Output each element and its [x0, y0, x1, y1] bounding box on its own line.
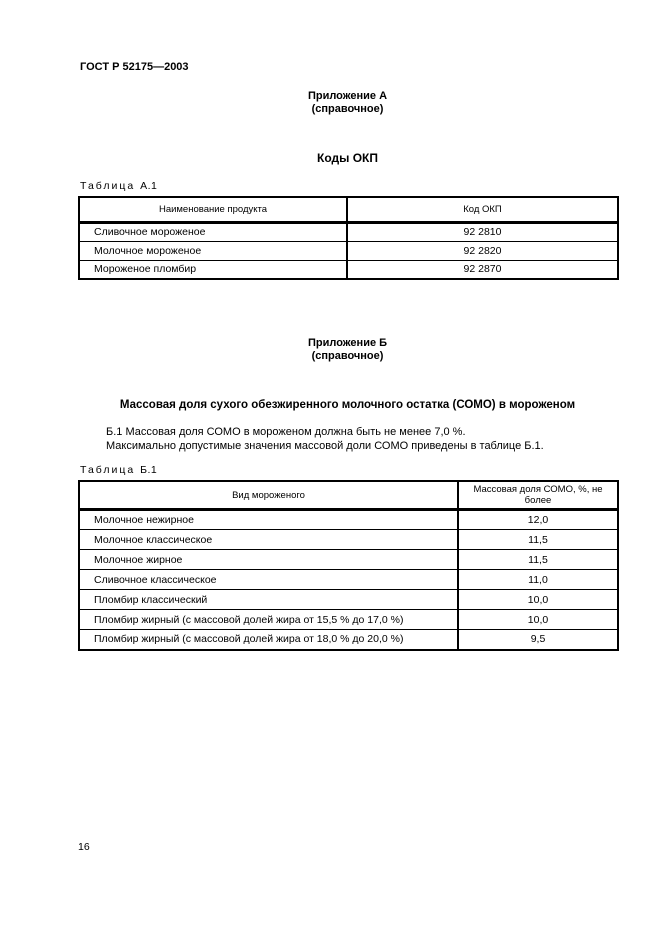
ice-cream-type: Пломбир классический — [79, 590, 458, 610]
okp-code: 92 2810 — [347, 222, 618, 241]
table-a-caption-number: А.1 — [140, 180, 158, 192]
appendix-a-title: Приложение А — [307, 90, 388, 102]
appendix-a-heading: Коды ОКП — [317, 151, 378, 165]
table-row — [79, 570, 618, 590]
table-b-caption — [80, 464, 157, 476]
table-b-header-row — [79, 481, 618, 510]
table-row — [79, 510, 618, 530]
ice-cream-type: Молочное нежирное — [94, 514, 194, 526]
appendix-b-title: Приложение Б — [307, 337, 388, 349]
appendix-b-body-text — [78, 426, 617, 453]
appendix-b-heading: Массовая доля сухого обезжиренного молочного остатка (СОМО) в мороженом — [119, 399, 576, 411]
okp-code: 92 2820 — [347, 241, 618, 260]
table-b-caption-number: Б.1 — [140, 464, 158, 476]
product-name: Молочное мороженое — [79, 241, 347, 260]
table-a-caption-word: Таблица — [80, 180, 136, 192]
table-b-caption-word: Таблица — [80, 464, 136, 476]
somo-value: 10,0 — [458, 590, 618, 610]
appendix-a-type-label: (справочное) — [311, 103, 384, 115]
appendix-b-type-label: (справочное) — [311, 350, 384, 362]
ice-cream-type: Пломбир жирный (с массовой долей жира от 18,0 % до 20,0 %) — [79, 630, 458, 650]
table-row — [79, 550, 618, 570]
ice-cream-type: Молочное классическое — [79, 530, 458, 550]
table-a — [78, 196, 619, 280]
somo-value: 11,5 — [458, 530, 618, 550]
table-b — [78, 480, 619, 651]
ice-cream-type: Сливочное классическое — [79, 570, 458, 590]
somo-value: 12,0 — [458, 510, 618, 530]
somo-value: 11,0 — [458, 570, 618, 590]
paragraph-b1: Б.1 Массовая доля СОМО в мороженом должна быть не менее 7,0 %. — [106, 426, 466, 438]
table-row — [79, 222, 618, 241]
table-b-col-type: Вид мороженого — [79, 481, 458, 510]
table-row — [79, 630, 618, 650]
table-row — [79, 530, 618, 550]
table-row — [79, 610, 618, 630]
table-b-col-value: Массовая доля СОМО, %, не более — [458, 481, 618, 510]
somo-value: 9,5 — [458, 630, 618, 650]
table-a-col-product: Наименование продукта — [79, 197, 347, 222]
somo-value: 11,5 — [458, 550, 618, 570]
table-row — [79, 241, 618, 260]
document-number: ГОСТ Р 52175—2003 — [80, 61, 189, 73]
table-a-caption — [80, 180, 157, 192]
appendix-a-header — [78, 90, 617, 116]
okp-code: 92 2870 — [347, 260, 618, 279]
appendix-b-header — [78, 337, 617, 363]
ice-cream-type: Молочное жирное — [79, 550, 458, 570]
product-name: Сливочное мороженое — [94, 226, 206, 238]
table-row — [79, 260, 618, 279]
ice-cream-type: Пломбир жирный (с массовой долей жира от 15,5 % до 17,0 %) — [79, 610, 458, 630]
table-row — [79, 590, 618, 610]
page-number: 16 — [78, 841, 90, 853]
table-a-header-row — [79, 197, 618, 222]
somo-value: 10,0 — [458, 610, 618, 630]
product-name: Мороженое пломбир — [79, 260, 347, 279]
paragraph-b1-continued: Максимально допустимые значения массовой доли СОМО приведены в таблице Б.1. — [106, 439, 544, 452]
table-a-col-code: Код ОКП — [347, 197, 618, 222]
